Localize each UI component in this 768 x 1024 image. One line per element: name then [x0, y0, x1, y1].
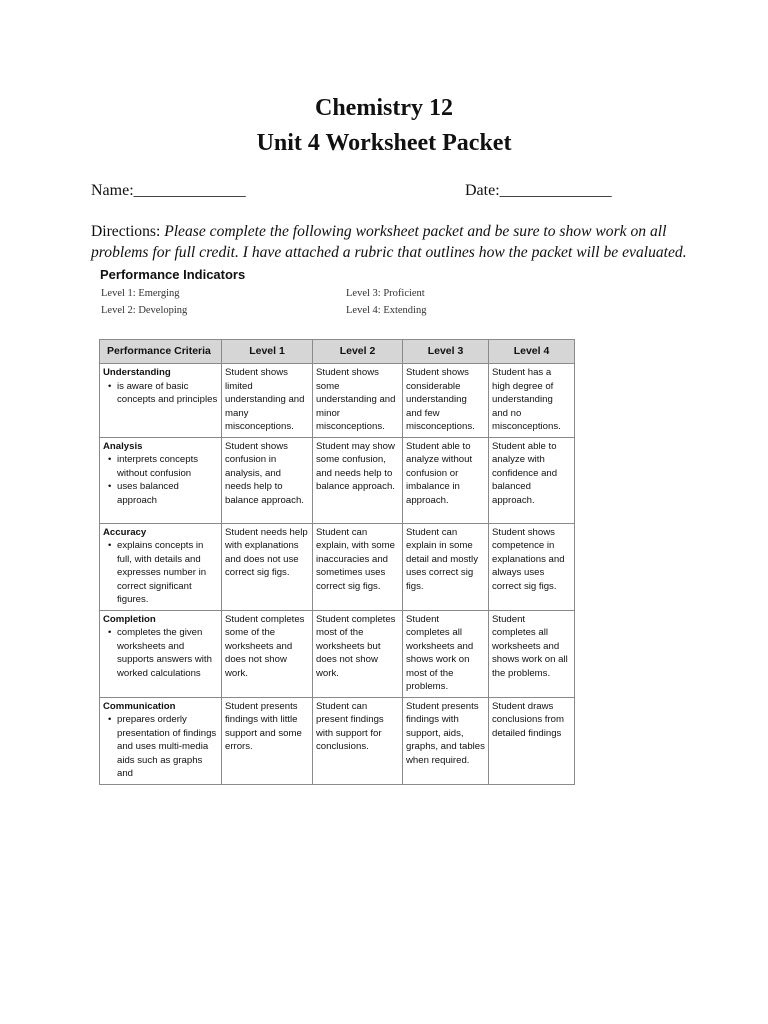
table-row [100, 610, 575, 697]
level-1-cell: Student shows limited understanding and many misconceptions. [222, 364, 313, 438]
criteria-cell [100, 697, 222, 784]
level-3-cell: Student shows considerable understanding and few misconceptions. [403, 364, 489, 438]
course-title: Chemistry 12 [315, 95, 453, 121]
table-row [100, 437, 575, 523]
date-field[interactable]: Date:______________ [465, 182, 612, 199]
directions-paragraph [91, 221, 691, 263]
level-2-cell: Student can explain, with some inaccuracies and sometimes uses correct sig figs. [313, 523, 403, 610]
header-level-3: Level 3 [403, 340, 489, 364]
criteria-title: Understanding [103, 367, 171, 378]
directions-text-2: problems for full credit. I have attached a rubric that outlines how the packet will be evaluated. [91, 244, 687, 261]
rubric-header-row [100, 340, 575, 364]
name-field[interactable]: Name:______________ [91, 182, 246, 199]
level-4-cell: Student has a high degree of understanding and no misconceptions. [489, 364, 575, 438]
level-1-cell: Student completes some of the worksheets and does not show work. [222, 610, 313, 697]
level-2-cell: Student may show some confusion, and needs help to balance approach. [313, 437, 403, 523]
level-2-cell: Student completes most of the worksheets but does not show work. [313, 610, 403, 697]
criteria-title: Analysis [103, 440, 143, 452]
criteria-title: Accuracy [103, 526, 147, 538]
criteria-cell [100, 437, 222, 523]
criteria-bullet: • is aware of basic concepts and principles [117, 380, 218, 407]
criteria-bullet: • uses balanced approach [117, 480, 218, 507]
level-4-label: Level 4: Extending [346, 305, 427, 316]
criteria-bullet: • interprets concepts without confusion [117, 453, 218, 480]
level-2-cell: Student shows some understanding and minor misconceptions. [313, 364, 403, 438]
criteria-bullet: • prepares orderly presentation of findings and uses multi-media aids such as graphs and [117, 713, 218, 781]
criteria-cell [100, 364, 222, 438]
criteria-cell [100, 523, 222, 610]
level-3-label: Level 3: Proficient [346, 288, 425, 299]
directions-label: Directions: [91, 223, 165, 240]
level-1-cell: Student presents findings with little support and some errors. [222, 697, 313, 784]
level-1-cell: Student shows confusion in analysis, and needs help to balance approach. [222, 437, 313, 523]
level-1-label: Level 1: Emerging [101, 288, 180, 299]
header-performance-criteria: Performance Criteria [100, 340, 222, 364]
criteria-cell [100, 610, 222, 697]
table-row [100, 697, 575, 784]
rubric-table [99, 339, 575, 785]
level-4-cell: Student draws conclusions from detailed findings [489, 697, 575, 784]
level-4-cell: Student shows competence in explanations and always uses correct sig figs. [489, 523, 575, 610]
header-level-2: Level 2 [313, 340, 403, 364]
level-2-label: Level 2: Developing [101, 305, 188, 316]
level-4-cell: Student completes all worksheets and shows work on all the problems. [489, 610, 575, 697]
table-row [100, 523, 575, 610]
level-3-cell: Student completes all worksheets and shows work on most of the problems. [403, 610, 489, 697]
level-3-cell: Student can explain in some detail and mostly uses correct sig figs. [403, 523, 489, 610]
level-2-cell: Student can present findings with support for conclusions. [313, 697, 403, 784]
criteria-bullet: • explains concepts in full, with details and expresses number in correct significant figures. [117, 539, 218, 607]
criteria-bullet: • completes the given worksheets and supports answers with worked calculations [117, 626, 218, 680]
directions-text: Please complete the following worksheet packet and be sure to show work on all [164, 223, 667, 240]
performance-indicators-heading: Performance Indicators [100, 267, 246, 282]
criteria-title: Communication [103, 700, 176, 712]
table-row [100, 364, 575, 438]
level-3-cell: Student presents findings with support, aids, graphs, and tables when required. [403, 697, 489, 784]
level-4-cell: Student able to analyze with confidence and balanced approach. [489, 437, 575, 523]
criteria-title: Completion [103, 613, 156, 625]
level-3-cell: Student able to analyze without confusion or imbalance in approach. [403, 437, 489, 523]
packet-title: Unit 4 Worksheet Packet [256, 130, 512, 156]
level-1-cell: Student needs help with explanations and does not use correct sig figs. [222, 523, 313, 610]
header-level-1: Level 1 [222, 340, 313, 364]
header-level-4: Level 4 [489, 340, 575, 364]
